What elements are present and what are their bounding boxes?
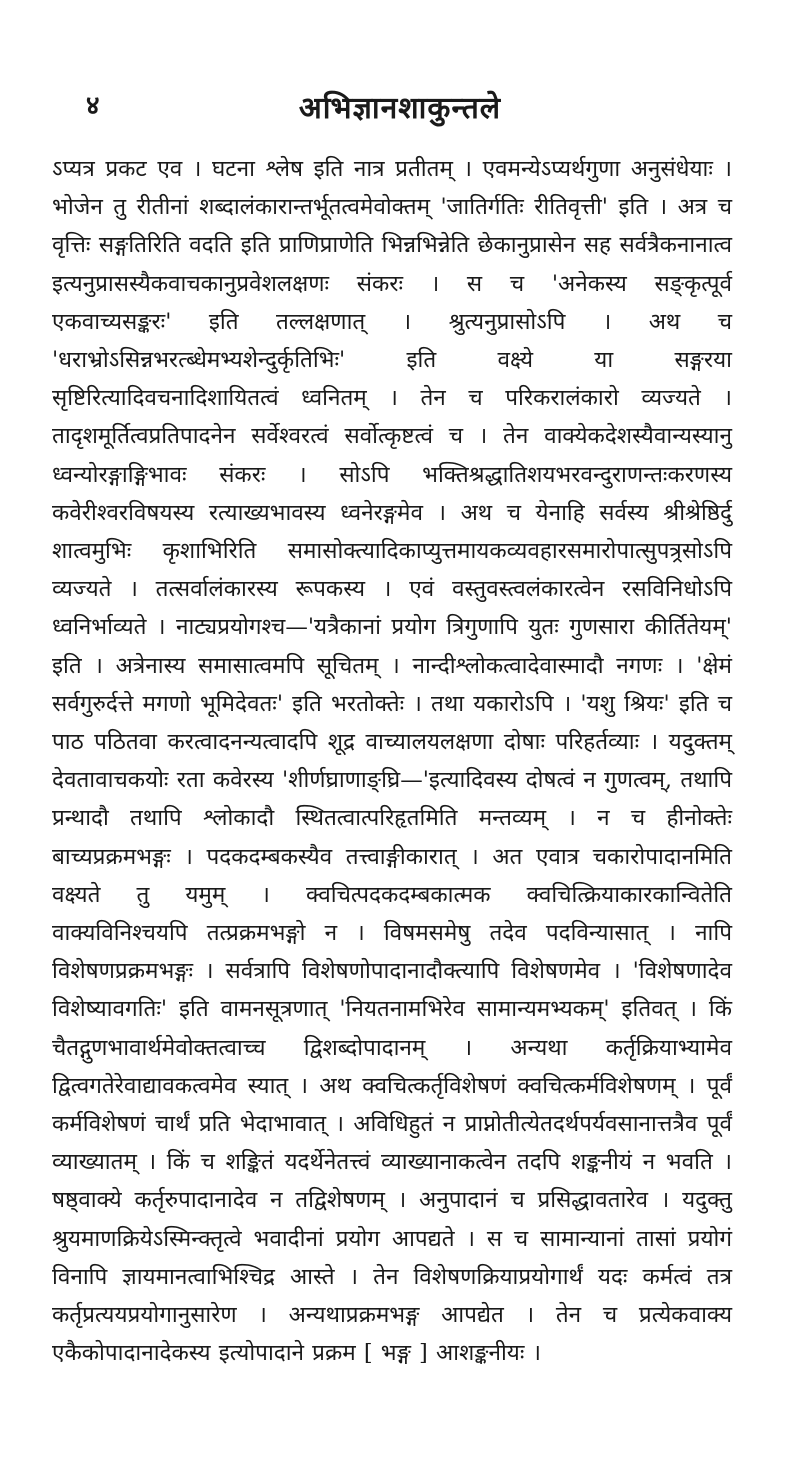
page-number: ४ [86,91,100,121]
running-title: अभिज्ञानशाकुन्तले [298,91,502,126]
paragraph: ऽप्यत्र प्रकट एव । घटना श्लेष इति नात्र प्रतीतम् । एवमन्येऽप्यर्थगुणा अनुसंधेयाः । भोजेन तु रीतीनां शब्दालंकारान्तर्भूतत्वमेवोक्तम् 'जातिर्गतिः रीतिवृत्ती' इति । अत्र च वृत्तिः सङ्गतिरिति वदति इति प्राणिप्राणेति भिन्नभिन्नेति छेकानुप्रासेन सह सर्वत्रैकनानात्व इत्यनुप्रासस्यैकवाचकानुप्रवेशलक्षणः संकरः । स च 'अनेकस्य सङ्कृत्पूर्व एकवाच्यसङ्करः' इति तल्लक्षणात् । श्रुत्यनुप्रासोऽपि । अथ च 'धराभ्रोऽसिन्नभरत्ब्धेमभ्यशेन्दुर्कृतिभिः' इति वक्ष्ये या सङ्गरया सृष्टिरित्यादिवचनादिशायितत्वं ध्वनितम् । तेन च परिकरालंकारो व्यज्यते । तादृशमूर्तित्वप्रतिपादनेन सर्वेश्वरत्वं सर्वोत्कृष्टत्वं च । तेन वाक्येकदेशस्यैवान्यस्यानु ध्वन्योरङ्गाङ्गिभावः संकरः । सोऽपि भक्तिश्रद्धातिशयभरवन्दुराणन्तःकरणस्य कवेरीश्वरविषयस्य रत्याख्यभावस्य ध्वनेरङ्गमेव । अथ च येनाहि सर्वस्य श्रीश्रेष्ठिर्दु शात्वमुभिः कृशाभिरिति समासोक्त्यादिकाप्युत्तमायकव्यवहारसमारोपात्सुपत्र्रसोऽपि व्यज्यते । तत्सर्वालंकारस्य रूपकस्य । एवं वस्तुवस्त्वलंकारत्वेन रसविनिधोऽपि ध्वनिर्भाव्यते । नाट्यप्रयोगश्च—'यत्रैकानां प्रयोग त्रिगुणापि युतः गुणसारा कीर्तितेयम्' इति । अत्रेनास्य समासात्वमपि सूचितम् । नान्दीश्लोकत्वादेवास्मादौ नगणः । 'क्षेमं सर्वगुरुर्दत्ते मगणो भूमिदेवतः' इति भरतोक्तेः । तथा यकारोऽपि । 'यशु श्रियः' इति च पाठ पठितवा करत्वादनन्यत्वादपि शूद्र वाच्यालयलक्षणा दोषाः परिहर्तव्याः । यदुक्तम् देवतावाचकयोः रता कवेरस्य 'शीर्णघ्राणाङ्घ्रि—'इत्यादिवस्य दोषत्वं न गुणत्वम्, तथापि प्रन्थादौ तथापि श्लोकादौ स्थितत्वात्परिहृतमिति मन्तव्यम् । न च हीनोक्तेः बाच्यप्रक्रमभङ्गः । पदकदम्बकस्यैव तत्त्वाङ्गीकारात् । अत एवात्र चकारोपादानमिति वक्ष्यते तु यमुम् । क्वचित्पदकदम्बकात्मक क्वचित्क्रियाकारकान्वितेति वाक्यविनिश्चयपि तत्प्रक्रमभङ्गो न । विषमसमेषु तदेव पदविन्यासात् । नापि विशेषणप्रक्रमभङ्गः । सर्वत्रापि विशेषणोपादानादौक्त्यापि विशेषणमेव । 'विशेषणादेव विशेष्यावगतिः' इति वामनसूत्रणात् 'नियतनामभिरेव सामान्यमभ्यकम्' इतिवत् । किं चैतद्गुणभावार्थमेवोक्तत्वाच्च द्विशब्दोपादानम् । अन्यथा कर्तृक्रियाभ्यामेव द्वित्वगतेरेवाद्यावकत्वमेव स्यात् । अथ क्वचित्कर्तृविशेषणं क्वचित्कर्मविशेषणम् । पूर्वं कर्मविशेषणं चार्थं प्रति भेदाभावात् । अविधिहुतं न प्राप्नोतीत्येतदर्थपर्यवसानात्तत्रैव पूर्वं व्याख्यातम् । किं च शङ्कितं यदर्थेनेतत्त्वं व्याख्यानाकत्वेन तदपि शङ्कनीयं न भवति । षष्ठ्वाक्ये कर्तृरुपादानादेव न तद्विशेषणम् । अनुपादानं च प्रसिद्धावतारेव । यदुक्तु श्रुयमाणक्रियेऽस्मिन्क्तृत्वे भवादीनां प्रयोग आपद्यते । स च सामान्यानां तासां प्रयोगं विनापि ज्ञायमानत्वाभिश्चिद्र आस्ते । तेन विशेषणक्रियाप्रयोगार्थं यदः कर्मत्वं तत्र कर्तृप्रत्ययप्रयोगानुसारेण । अन्यथाप्रक्रमभङ्ग आपद्येत । तेन च प्रत्येकवाक्य एकैकोपादानादेकस्य इत्योपादाने प्रक्रम [ भङ्ग ] आशङ्कनीयः । [52,156,732,1367]
body-text [52,150,732,1373]
running-head [36,86,764,126]
